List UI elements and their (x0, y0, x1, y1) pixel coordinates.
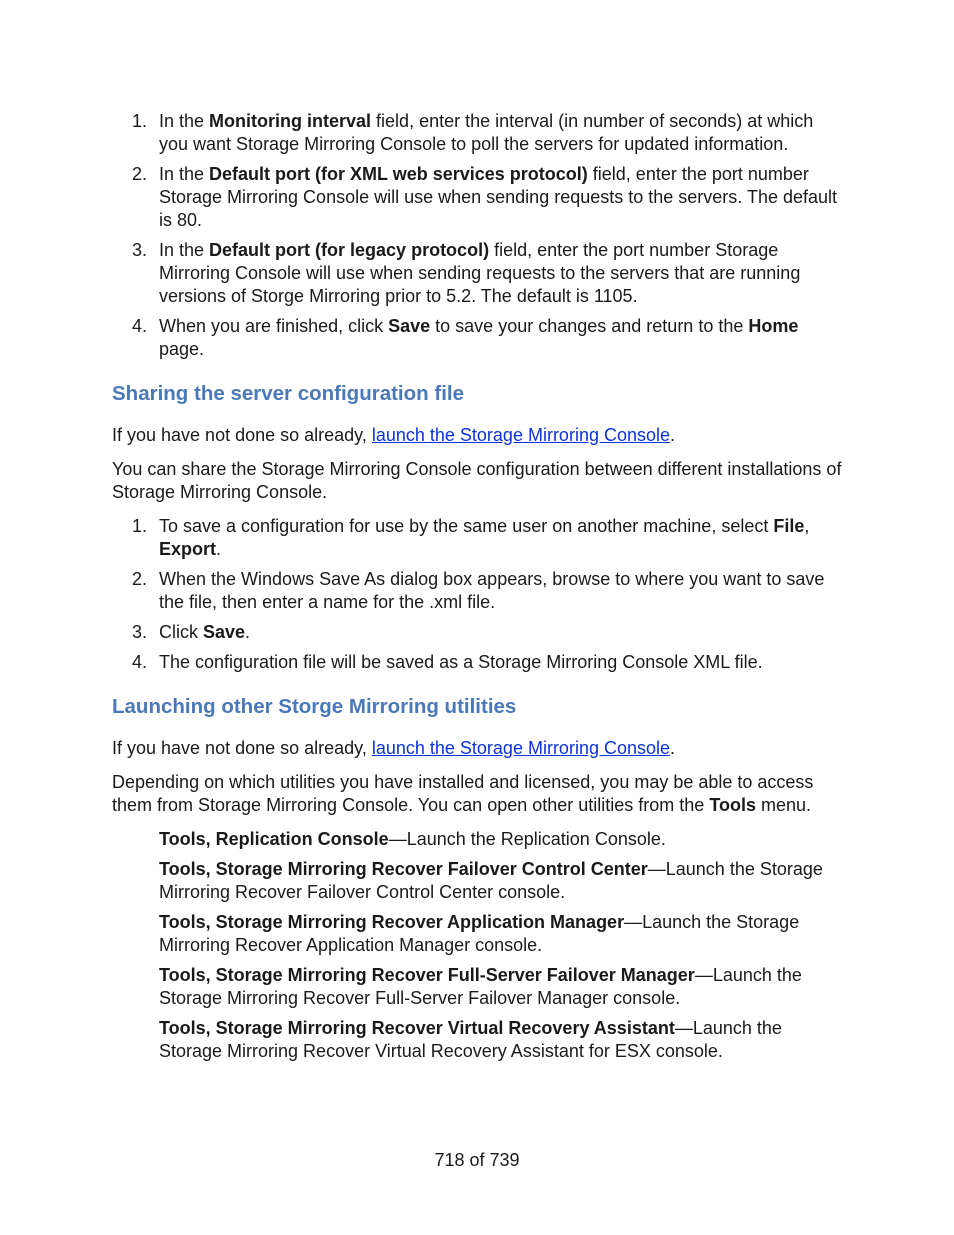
monitoring-steps-list (112, 110, 847, 361)
text: . (670, 425, 676, 445)
list-number: 1. (132, 516, 148, 536)
text: . (216, 539, 222, 559)
list-item (112, 239, 847, 308)
text: —Launch the Storage Mirroring Recover Failover Control Center console. (159, 859, 823, 902)
text: field, enter the port number Storage Mirroring Console will use when sending requests to the servers. The default is 80. (159, 164, 838, 230)
field-name: Default port (for legacy protocol) (209, 240, 490, 260)
text: . (670, 738, 676, 758)
list-number: 4. (132, 652, 148, 672)
launching-paragraph (112, 771, 847, 817)
text: If you have not done so already, (112, 425, 372, 445)
text: , (804, 516, 810, 536)
text: page. (159, 339, 205, 359)
sharing-steps-list (112, 515, 847, 674)
list-item (112, 515, 847, 561)
text: To save a configuration for use by the same user on another machine, select (159, 516, 774, 536)
menu-path: Tools, Storage Mirroring Recover Failover Control Center (159, 859, 648, 879)
ui-term: Save (388, 316, 431, 336)
tools-item (159, 964, 847, 1010)
field-name: Monitoring interval (209, 111, 372, 131)
list-number: 2. (132, 569, 148, 589)
text: When you are finished, click (159, 316, 389, 336)
tools-item (159, 911, 847, 957)
text: —Launch the Storage Mirroring Recover Virtual Recovery Assistant for ESX console. (159, 1018, 782, 1061)
list-item (112, 163, 847, 232)
text: . (245, 622, 251, 642)
text: —Launch the Replication Console. (388, 829, 666, 849)
menu-path: Tools, Storage Mirroring Recover Full-Server Failover Manager (159, 965, 695, 985)
text: In the (159, 111, 210, 131)
list-number: 3. (132, 240, 148, 260)
text: The configuration file will be saved as a Storage Mirroring Console XML file. (159, 652, 763, 672)
page-content (112, 110, 847, 1070)
field-name: Default port (for XML web services protocol) (209, 164, 588, 184)
list-number: 3. (132, 622, 148, 642)
list-number: 2. (132, 164, 148, 184)
ui-term: Save (203, 622, 246, 642)
menu-path: Tools, Storage Mirroring Recover Application Manager (159, 912, 625, 932)
launching-intro (112, 737, 847, 760)
section-heading-launching: Launching other Storge Mirroring utilities (112, 695, 517, 718)
list-number: 4. (132, 316, 148, 336)
text: If you have not done so already, (112, 738, 372, 758)
list-item (112, 568, 847, 614)
list-item (112, 651, 847, 674)
text: Depending on which utilities you have installed and licensed, you may be able to access them from Storage Mirroring Console. You can open other utilities from the (112, 772, 814, 815)
ui-term: Tools (709, 795, 756, 815)
list-item (112, 110, 847, 156)
list-number: 1. (132, 111, 148, 131)
tools-item (159, 1017, 847, 1063)
text: menu. (755, 795, 812, 815)
text: to save your changes and return to the (430, 316, 749, 336)
list-item (112, 315, 847, 361)
tools-item (159, 828, 847, 851)
ui-term: Export (159, 539, 217, 559)
text: When the Windows Save As dialog box appears, browse to where you want to save the file, then enter a name for the .xml file. (159, 569, 825, 612)
list-item (112, 621, 847, 644)
launch-console-link[interactable]: launch the Storage Mirroring Console (371, 738, 671, 758)
ui-term: File (773, 516, 805, 536)
sharing-intro (112, 424, 847, 447)
text: —Launch the Storage Mirroring Recover Full-Server Failover Manager console. (159, 965, 802, 1008)
page-number: 718 of 739 (434, 1150, 520, 1170)
text: field, enter the interval (in number of seconds) at which you want Storage Mirroring Console to poll the servers for updated information. (159, 111, 814, 154)
section-heading-sharing: Sharing the server configuration file (112, 382, 464, 405)
sharing-paragraph: You can share the Storage Mirroring Console configuration between different installations of Storage Mirroring Console. (112, 459, 842, 502)
text: In the (159, 240, 210, 260)
launch-console-link[interactable]: launch the Storage Mirroring Console (371, 425, 671, 445)
menu-path: Tools, Replication Console (159, 829, 389, 849)
menu-path: Tools, Storage Mirroring Recover Virtual Recovery Assistant (159, 1018, 675, 1038)
tools-menu-list (112, 828, 847, 1063)
text: —Launch the Storage Mirroring Recover Application Manager console. (159, 912, 800, 955)
tools-item (159, 858, 847, 904)
text: Click (159, 622, 203, 642)
text: field, enter the port number Storage Mirroring Console will use when sending requests to the servers that are running versions of Storge Mirroring prior to 5.2. The default is 1105. (159, 240, 801, 306)
ui-term: Home (748, 316, 799, 336)
text: In the (159, 164, 210, 184)
